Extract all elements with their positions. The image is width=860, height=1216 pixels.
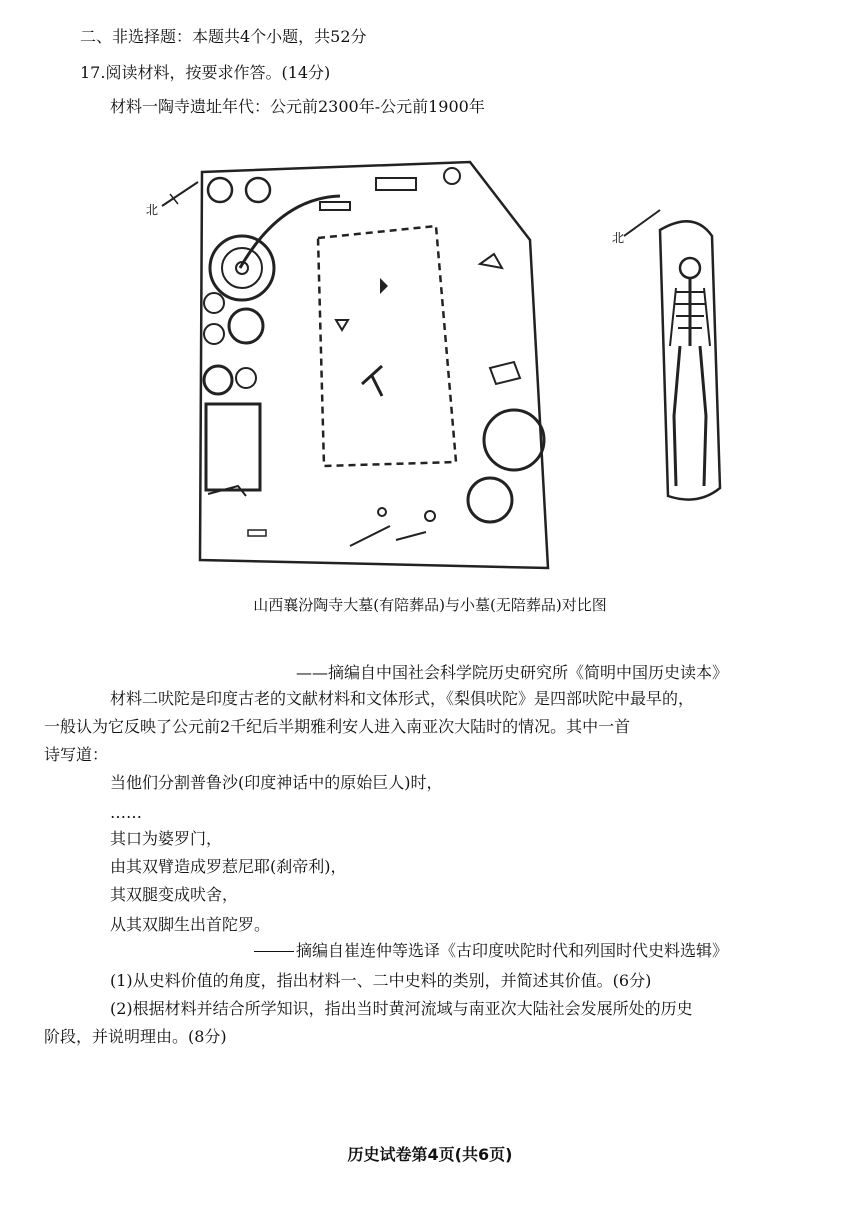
large-tomb-plan-figure: [140, 148, 560, 578]
material2-line3: 诗写道：: [44, 745, 109, 764]
source-dash: [254, 950, 294, 952]
north-label-1: 北: [146, 203, 159, 217]
poem-line: 其双腿变成吠舍，: [110, 885, 239, 904]
north-arrow-icon: [612, 210, 660, 245]
skull-icon: [680, 258, 700, 278]
sub-question-2-line2: 阶段，并说明理由。(8分): [44, 1027, 227, 1046]
poem-line: 由其双臂造成罗惹尼耶(刹帝利)，: [110, 857, 347, 876]
material2-source: 摘编自崔连仲等选译《古印度吠陀时代和列国时代史料选辑》: [296, 941, 729, 960]
material1-text: 材料一陶寺遗址年代：公元前2300年-公元前1900年: [110, 97, 485, 116]
poem-line: 其口为婆罗门，: [110, 829, 223, 848]
material1-source: ——摘编自中国社会科学院历史研究所《简明中国历史读本》: [296, 663, 729, 682]
poem-line: ……: [110, 803, 142, 822]
material2-line1: 材料二吠陀是印度古老的文献材料和文体形式，《梨俱吠陀》是四部吠陀中最早的，: [110, 689, 695, 708]
small-tomb-plan-figure: [610, 196, 740, 516]
figure-caption: 山西襄汾陶寺大墓(有陪葬品)与小墓(无陪葬品)对比图: [253, 596, 607, 614]
north-arrow-icon: [146, 182, 198, 217]
question-title: 17.阅读材料，按要求作答。(14分): [80, 63, 331, 82]
north-label-2: 北: [612, 231, 625, 245]
poem-line: 当他们分割普鲁沙(印度神话中的原始巨人)时，: [110, 773, 443, 792]
material2-source-line: [254, 940, 728, 962]
page-footer: 历史试卷第4页(共6页): [347, 1145, 513, 1164]
poem-line: 从其双脚生出首陀罗。: [110, 915, 271, 934]
sub-question-2-line1: (2)根据材料并结合所学知识，指出当时黄河流域与南亚次大陆社会发展所处的历史: [110, 999, 693, 1018]
section-heading: 二、非选择题：本题共4个小题，共52分: [80, 27, 367, 46]
sub-question-1: (1)从史料价值的角度，指出材料一、二中史料的类别，并简述其价值。(6分): [110, 971, 652, 990]
material2-line2: 一般认为它反映了公元前2千纪后半期雅利安人进入南亚次大陆时的情况。其中一首: [44, 717, 631, 736]
